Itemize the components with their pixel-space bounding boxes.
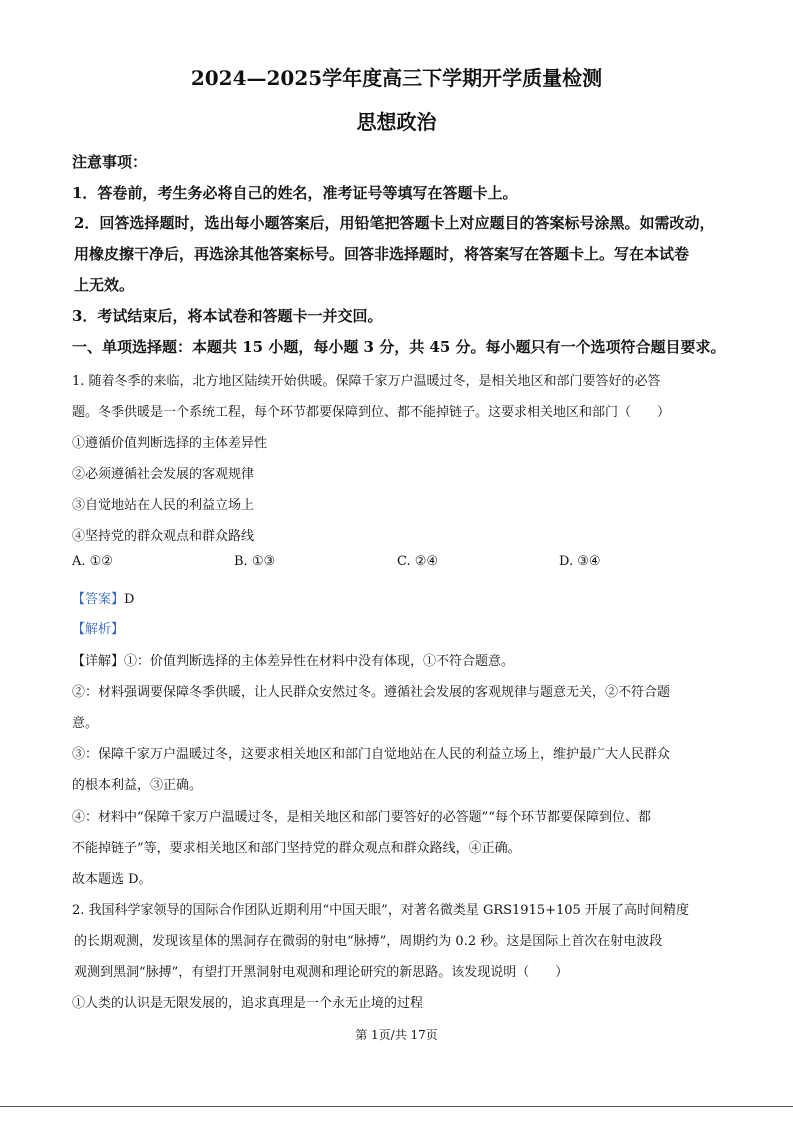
subject-title: 思想政治 bbox=[356, 110, 437, 134]
explanation-line: 意。 bbox=[72, 716, 99, 731]
option-a: A. ①② bbox=[72, 554, 113, 569]
statement: ④坚持党的群众观点和群众路线 bbox=[72, 529, 255, 544]
analysis-tag: 【解析】 bbox=[72, 622, 125, 637]
answer-line bbox=[72, 588, 134, 607]
question-stem: 2. 我国科学家领导的国际合作团队近期利用“中国天眼”，对著名微类星 GRS1915+105 开展了高时间精度 bbox=[72, 903, 689, 918]
notice-line: 用橡皮擦干净后，再选涂其他答案标号。回答非选择题时，将答案写在答题卡上。写在本试卷 bbox=[74, 245, 690, 263]
explanation-line: ④：材料中“保障千家万户温暖过冬，是相关地区和部门要答好的必答题”“每个环节都要保障到位、都 bbox=[72, 810, 651, 825]
answer-value: D bbox=[124, 592, 135, 607]
statement: ③自觉地站在人民的利益立场上 bbox=[72, 498, 255, 513]
statement: ②必须遵循社会发展的客观规律 bbox=[72, 467, 255, 482]
explanation-line: 不能掉链子”等，要求相关地区和部门坚持党的群众观点和群众路线，④正确。 bbox=[72, 841, 521, 856]
explanation-line: ②：材料强调要保障冬季供暖，让人民群众安然过冬。遵循社会发展的客观规律与题意无关，②不符合题 bbox=[72, 685, 671, 700]
page-number: 第 1页/共 17页 bbox=[355, 1028, 438, 1042]
statement: ①遵循价值判断选择的主体差异性 bbox=[72, 436, 268, 451]
exam-title: 2024—2025学年度高三下学期开学质量检测 bbox=[190, 66, 603, 90]
explanation-line: ③：保障千家万户温暖过冬，这要求相关地区和部门自觉地站在人民的利益立场上，维护最广大人民群众 bbox=[72, 747, 671, 762]
notice-line: 2．回答选择题时，选出每小题答案后，用铅笔把答题卡上对应题目的答案标号涂黑。如需改动， bbox=[74, 214, 715, 232]
explanation-text: ①：价值判断选择的主体差异性在材料中没有体现，①不符合题意。 bbox=[124, 654, 515, 669]
answer-tag: 【答案】 bbox=[72, 592, 125, 607]
notice-heading: 注意事项： bbox=[72, 153, 148, 171]
explanation-line: 的根本利益，③正确。 bbox=[72, 778, 203, 793]
option-c: C. ②④ bbox=[397, 554, 439, 569]
option-d: D. ③④ bbox=[559, 554, 601, 569]
question-stem: 1. 随着冬季的来临，北方地区陆续开始供暖。保障千家万户温暖过冬，是相关地区和部门要答好的必答 bbox=[72, 374, 661, 389]
explanation-line bbox=[72, 650, 514, 669]
section-heading: 一、单项选择题：本题共 15 小题，每小题 3 分，共 45 分。每小题只有一个选项符合题目要求。 bbox=[72, 338, 726, 356]
question-stem: 题。冬季供暖是一个系统工程，每个环节都要保障到位、都不能掉链子。这要求相关地区和部门（ ） bbox=[72, 405, 671, 420]
notice-line: 上无效。 bbox=[74, 276, 135, 294]
option-b: B. ①③ bbox=[234, 554, 276, 569]
detail-tag: 【详解】 bbox=[72, 654, 125, 669]
question-stem: 的长期观测，发现该星体的黑洞存在微弱的射电“脉搏”，周期约为 0.2 秒。这是国际上首次在射电波段 bbox=[74, 934, 663, 949]
notice-line: 3．考试结束后，将本试卷和答题卡一并交回。 bbox=[72, 307, 383, 325]
conclusion-line: 故本题选 D。 bbox=[72, 872, 152, 887]
question-stem: 观测到黑洞“脉搏”，有望打开黑洞射电观测和理论研究的新思路。该发现说明（ ） bbox=[74, 965, 569, 980]
statement: ①人类的认识是无限发展的，追求真理是一个永无止境的过程 bbox=[72, 996, 424, 1011]
bottom-divider bbox=[0, 1106, 793, 1107]
notice-line: 1．答卷前，考生务必将自己的姓名，准考证号等填写在答题卡上。 bbox=[72, 184, 518, 202]
